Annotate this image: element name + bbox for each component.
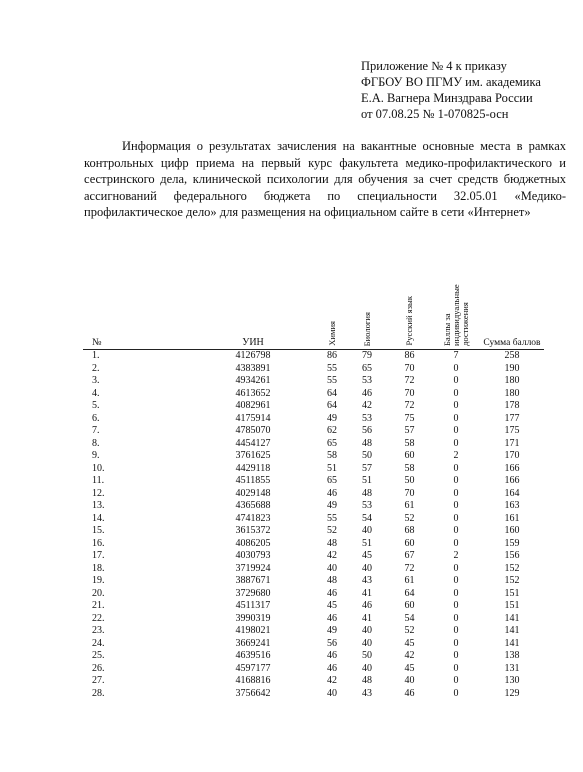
col-header-chem-label: Химия <box>326 321 337 346</box>
bio-score: 54 <box>362 512 372 524</box>
chem-score: 52 <box>327 525 337 536</box>
table-row <box>83 400 544 413</box>
bio-score: 53 <box>362 500 372 511</box>
total-score: 130 <box>504 675 520 686</box>
uin-cell: 4082961 <box>235 400 271 411</box>
header-line: Е.А. Вагнера Минздрава России <box>361 91 533 105</box>
bonus-score: 0 <box>453 475 459 486</box>
col-header-bonus-label: Баллы за индивидуальные достижения <box>441 284 470 346</box>
rus-score: 75 <box>404 412 415 424</box>
bio-score: 40 <box>362 525 372 536</box>
table-row <box>83 513 544 526</box>
row-number: 10. <box>92 462 105 474</box>
total-score: 180 <box>504 375 520 386</box>
bonus-score: 0 <box>453 650 459 661</box>
bio-score: 41 <box>362 612 372 624</box>
total-score: 141 <box>504 637 520 649</box>
table-row <box>83 363 544 376</box>
row-number: 25. <box>92 650 105 661</box>
row-number: 22. <box>92 612 105 624</box>
row-number: 11. <box>92 475 105 486</box>
chem-score: 65 <box>327 475 337 486</box>
table-row <box>83 538 544 551</box>
chem-score: 46 <box>327 587 337 599</box>
table-row <box>83 638 544 651</box>
table-row <box>83 475 544 488</box>
bio-score: 40 <box>362 637 372 649</box>
row-number: 17. <box>92 550 105 561</box>
row-number: 20. <box>92 587 105 599</box>
total-score: 131 <box>504 662 520 674</box>
bio-score: 56 <box>362 425 372 436</box>
bio-score: 53 <box>362 412 372 424</box>
total-score: 141 <box>504 612 520 624</box>
bio-score: 65 <box>362 362 372 374</box>
rus-score: 67 <box>404 550 415 561</box>
col-header-rus-label: Русский язык <box>404 296 414 346</box>
intro-paragraph: Информация о результатах зачисления на вакантные основные места в рамках контрольных цифр приема на первый курс факультета медико-профилактического и сестринского дела, клинической психологии для обучения за счет средств бюджетных ассигнований федерального бюджета по специальности 32.05.01 «Медико-профилактическое дело» для размещения на официальном сайте в сети «Интернет» <box>84 139 566 219</box>
total-score: 175 <box>504 425 520 436</box>
rus-score: 58 <box>404 462 415 474</box>
total-score: 170 <box>504 450 520 461</box>
uin-cell: 4741823 <box>235 512 271 524</box>
uin-cell: 4597177 <box>235 662 271 674</box>
header-line: ФГБОУ ВО ПГМУ им. академика <box>361 75 541 89</box>
total-score: 129 <box>504 687 520 699</box>
uin-cell: 4785070 <box>235 425 271 436</box>
bio-score: 57 <box>362 462 372 474</box>
chem-score: 62 <box>327 425 337 436</box>
rus-score: 46 <box>404 687 415 699</box>
chem-score: 49 <box>327 500 337 511</box>
chem-score: 42 <box>327 675 337 686</box>
chem-score: 48 <box>327 537 337 549</box>
row-number: 2. <box>92 362 100 374</box>
bio-score: 48 <box>362 437 372 449</box>
total-score: 166 <box>504 475 520 486</box>
rus-score: 50 <box>404 475 415 486</box>
uin-cell: 3990319 <box>235 612 271 624</box>
bio-score: 46 <box>362 600 372 611</box>
table-row <box>83 675 544 688</box>
chem-score: 45 <box>327 600 337 611</box>
total-score: 164 <box>504 487 520 499</box>
row-number: 6. <box>92 412 100 424</box>
bonus-score: 0 <box>453 512 459 524</box>
order-reference <box>361 58 541 122</box>
bio-score: 43 <box>362 687 372 699</box>
table-row <box>83 563 544 576</box>
total-score: 159 <box>504 537 520 549</box>
uin-cell: 4613652 <box>235 387 271 399</box>
bio-score: 53 <box>362 375 372 386</box>
col-header-sum: Сумма баллов <box>480 256 544 350</box>
rus-score: 61 <box>404 575 415 586</box>
rus-score: 64 <box>404 587 415 599</box>
uin-cell: 4030793 <box>235 550 271 561</box>
table-row <box>83 438 544 451</box>
bonus-score: 0 <box>453 400 459 411</box>
bio-score: 51 <box>362 537 372 549</box>
rus-score: 54 <box>404 612 415 624</box>
row-number: 16. <box>92 537 105 549</box>
row-number: 28. <box>92 687 105 699</box>
table-row <box>83 413 544 426</box>
total-score: 152 <box>504 562 520 574</box>
total-score: 177 <box>504 412 520 424</box>
uin-cell: 4934261 <box>235 375 271 386</box>
chem-score: 46 <box>327 487 337 499</box>
bonus-score: 0 <box>453 600 459 611</box>
col-header-chem <box>317 256 347 350</box>
bonus-score: 0 <box>453 462 459 474</box>
rus-score: 68 <box>404 525 415 536</box>
rus-score: 45 <box>404 662 415 674</box>
bonus-score: 0 <box>453 612 459 624</box>
uin-cell: 4086205 <box>235 537 271 549</box>
row-number: 19. <box>92 575 105 586</box>
row-number: 23. <box>92 625 105 636</box>
total-score: 178 <box>504 400 520 411</box>
row-number: 21. <box>92 600 105 611</box>
uin-cell: 3719924 <box>235 562 271 574</box>
bonus-score: 0 <box>453 487 459 499</box>
table-row <box>83 350 544 363</box>
rus-score: 52 <box>404 512 415 524</box>
chem-score: 64 <box>327 400 337 411</box>
table-header-row <box>83 256 544 350</box>
table-row <box>83 375 544 388</box>
bio-score: 40 <box>362 662 372 674</box>
bio-score: 40 <box>362 562 372 574</box>
uin-cell: 4175914 <box>235 412 271 424</box>
bonus-score: 2 <box>453 450 459 461</box>
bonus-score: 0 <box>453 662 459 674</box>
chem-score: 46 <box>327 650 337 661</box>
uin-cell: 4429118 <box>235 462 271 474</box>
rus-score: 72 <box>404 400 415 411</box>
table-row <box>83 575 544 588</box>
bonus-score: 0 <box>453 362 459 374</box>
table-row <box>83 425 544 438</box>
rus-score: 86 <box>404 350 415 361</box>
uin-cell: 4365688 <box>235 500 271 511</box>
col-header-num: № <box>83 256 189 350</box>
chem-score: 48 <box>327 575 337 586</box>
table-row <box>83 625 544 638</box>
rus-score: 61 <box>404 500 415 511</box>
table-row <box>83 613 544 626</box>
chem-score: 49 <box>327 412 337 424</box>
bonus-score: 0 <box>453 425 459 436</box>
table-row <box>83 463 544 476</box>
row-number: 13. <box>92 500 105 511</box>
total-score: 138 <box>504 650 520 661</box>
uin-cell: 4168816 <box>235 675 271 686</box>
uin-cell: 3729680 <box>235 587 271 599</box>
row-number: 3. <box>92 375 100 386</box>
chem-score: 46 <box>327 662 337 674</box>
bio-score: 51 <box>362 475 372 486</box>
table-body <box>83 350 544 701</box>
row-number: 24. <box>92 637 105 649</box>
uin-cell: 4198021 <box>235 625 271 636</box>
uin-cell: 3761625 <box>235 450 271 461</box>
row-number: 8. <box>92 437 100 449</box>
chem-score: 55 <box>327 375 337 386</box>
bonus-score: 0 <box>453 525 459 536</box>
col-header-bio <box>347 256 387 350</box>
table-row <box>83 588 544 601</box>
header-line: от 07.08.25 № 1-070825-осн <box>361 107 509 121</box>
rus-score: 52 <box>404 625 415 636</box>
row-number: 5. <box>92 400 100 411</box>
uin-cell: 3756642 <box>235 687 271 699</box>
bonus-score: 0 <box>453 500 459 511</box>
bio-score: 45 <box>362 550 372 561</box>
row-number: 27. <box>92 675 105 686</box>
row-number: 1. <box>92 350 100 361</box>
uin-cell: 4511855 <box>235 475 271 486</box>
table-row <box>83 500 544 513</box>
rus-score: 60 <box>404 450 415 461</box>
chem-score: 58 <box>327 450 337 461</box>
uin-cell: 4029148 <box>235 487 271 499</box>
bonus-score: 0 <box>453 637 459 649</box>
row-number: 7. <box>92 425 100 436</box>
row-number: 12. <box>92 487 105 499</box>
table-row <box>83 525 544 538</box>
total-score: 166 <box>504 462 520 474</box>
bonus-score: 0 <box>453 437 459 449</box>
bio-score: 50 <box>362 450 372 461</box>
bonus-score: 0 <box>453 375 459 386</box>
chem-score: 56 <box>327 637 337 649</box>
col-header-bio-label: Биология <box>361 311 372 346</box>
total-score: 190 <box>504 362 520 374</box>
total-score: 152 <box>504 575 520 586</box>
chem-score: 46 <box>327 612 337 624</box>
uin-cell: 3887671 <box>235 575 271 586</box>
total-score: 171 <box>504 437 520 449</box>
row-number: 4. <box>92 387 100 399</box>
total-score: 151 <box>504 600 520 611</box>
uin-cell: 4511317 <box>235 600 271 611</box>
rus-score: 42 <box>404 650 415 661</box>
chem-score: 64 <box>327 387 337 399</box>
table-row <box>83 450 544 463</box>
bio-score: 43 <box>362 575 372 586</box>
chem-score: 55 <box>327 362 337 374</box>
chem-score: 65 <box>327 437 337 449</box>
col-header-rus <box>387 256 432 350</box>
bio-score: 40 <box>362 625 372 636</box>
row-number: 26. <box>92 662 105 674</box>
row-number: 9. <box>92 450 100 461</box>
chem-score: 86 <box>327 350 337 361</box>
rus-score: 40 <box>404 675 415 686</box>
table-row <box>83 600 544 613</box>
rus-score: 60 <box>404 537 415 549</box>
chem-score: 51 <box>327 462 337 474</box>
uin-cell: 3669241 <box>235 637 271 649</box>
chem-score: 55 <box>327 512 337 524</box>
bonus-score: 0 <box>453 587 459 599</box>
col-header-bonus <box>432 256 480 350</box>
bonus-score: 0 <box>453 412 459 424</box>
bio-score: 42 <box>362 400 372 411</box>
rus-score: 45 <box>404 637 415 649</box>
bonus-score: 0 <box>453 562 459 574</box>
uin-cell: 4383891 <box>235 362 271 374</box>
results-table <box>83 256 544 700</box>
table-row <box>83 650 544 663</box>
rus-score: 70 <box>404 387 415 399</box>
bio-score: 46 <box>362 387 372 399</box>
bonus-score: 0 <box>453 675 459 686</box>
bio-score: 48 <box>362 487 372 499</box>
rus-score: 72 <box>404 562 415 574</box>
rus-score: 58 <box>404 437 415 449</box>
table-row <box>83 388 544 401</box>
total-score: 180 <box>504 387 520 399</box>
bio-score: 50 <box>362 650 372 661</box>
chem-score: 40 <box>327 562 337 574</box>
bonus-score: 7 <box>453 350 459 361</box>
rus-score: 70 <box>404 487 415 499</box>
total-score: 258 <box>504 350 520 361</box>
table-row <box>83 488 544 501</box>
uin-cell: 4639516 <box>235 650 271 661</box>
rus-score: 60 <box>404 600 415 611</box>
total-score: 156 <box>504 550 520 561</box>
rus-score: 57 <box>404 425 415 436</box>
bonus-score: 0 <box>453 687 459 699</box>
total-score: 161 <box>504 512 520 524</box>
uin-cell: 4126798 <box>235 350 271 361</box>
table-row <box>83 663 544 676</box>
bonus-score: 0 <box>453 575 459 586</box>
chem-score: 42 <box>327 550 337 561</box>
total-score: 141 <box>504 625 520 636</box>
rus-score: 72 <box>404 375 415 386</box>
row-number: 18. <box>92 562 105 574</box>
total-score: 151 <box>504 587 520 599</box>
total-score: 160 <box>504 525 520 536</box>
table-row <box>83 688 544 701</box>
col-header-uin: УИН <box>189 256 317 350</box>
uin-cell: 3615372 <box>235 525 271 536</box>
bonus-score: 2 <box>453 550 459 561</box>
chem-score: 49 <box>327 625 337 636</box>
row-number: 15. <box>92 525 105 536</box>
bonus-score: 0 <box>453 387 459 399</box>
rus-score: 70 <box>404 362 415 374</box>
bio-score: 79 <box>362 350 372 361</box>
header-line: Приложение № 4 к приказу <box>361 59 507 73</box>
bonus-score: 0 <box>453 537 459 549</box>
bio-score: 48 <box>362 675 372 686</box>
table-row <box>83 550 544 563</box>
bonus-score: 0 <box>453 625 459 636</box>
uin-cell: 4454127 <box>235 437 271 449</box>
total-score: 163 <box>504 500 520 511</box>
chem-score: 40 <box>327 687 337 699</box>
bio-score: 41 <box>362 587 372 599</box>
row-number: 14. <box>92 512 105 524</box>
